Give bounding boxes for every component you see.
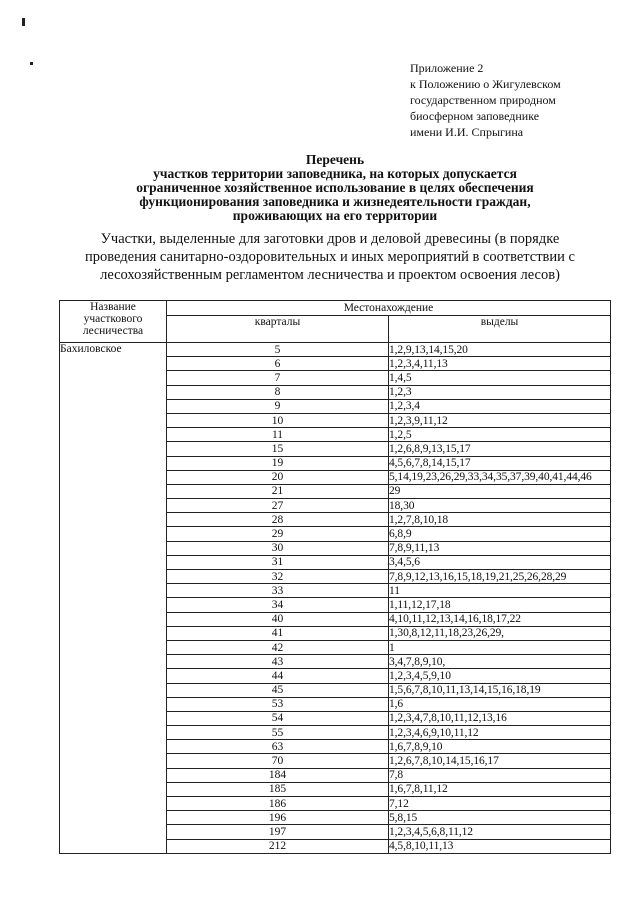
quarter-cell: 5 bbox=[167, 343, 389, 357]
title-line: проживающих на его территории bbox=[232, 208, 438, 223]
header-plots: выделы bbox=[389, 316, 611, 343]
quarter-cell: 41 bbox=[167, 626, 389, 640]
title-heading: Перечень bbox=[305, 152, 365, 167]
quarter-cell: 54 bbox=[167, 711, 389, 725]
quarter-cell: 55 bbox=[167, 726, 389, 740]
section-subtitle bbox=[50, 230, 610, 284]
quarter-cell: 184 bbox=[167, 768, 389, 782]
quarter-cell: 34 bbox=[167, 598, 389, 612]
plots-cell: 1 bbox=[389, 640, 611, 654]
plots-cell: 1,11,12,17,18 bbox=[389, 598, 611, 612]
plots-cell: 1,2,3 bbox=[389, 385, 611, 399]
quarter-cell: 185 bbox=[167, 782, 389, 796]
plots-cell: 1,2,5 bbox=[389, 428, 611, 442]
plots-cell: 7,8,9,11,13 bbox=[389, 541, 611, 555]
quarter-cell: 40 bbox=[167, 612, 389, 626]
quarter-cell: 20 bbox=[167, 470, 389, 484]
header-forestry-name: Название участкового лесничества bbox=[60, 301, 167, 343]
plots-cell: 1,2,7,8,10,18 bbox=[389, 513, 611, 527]
plots-cell: 1,2,3,4 bbox=[389, 399, 611, 413]
table-row bbox=[60, 343, 611, 357]
plots-cell: 18,30 bbox=[389, 499, 611, 513]
plots-cell: 1,2,6,8,9,13,15,17 bbox=[389, 442, 611, 456]
plots-cell: 4,10,11,12,13,14,16,18,17,22 bbox=[389, 612, 611, 626]
quarter-cell: 11 bbox=[167, 428, 389, 442]
plots-cell: 29 bbox=[389, 484, 611, 498]
scan-mark bbox=[22, 18, 25, 26]
quarter-cell: 70 bbox=[167, 754, 389, 768]
appendix-line: Приложение 2 bbox=[410, 61, 484, 75]
subtitle-line: лесохозяйственным регламентом лесничества и проектом освоения лесов) bbox=[100, 267, 560, 283]
appendix-line: биосферном заповеднике bbox=[410, 109, 540, 123]
plots-cell: 7,8,9,12,13,16,15,18,19,21,25,26,28,29 bbox=[389, 570, 611, 584]
plots-cell: 6,8,9 bbox=[389, 527, 611, 541]
quarter-cell: 186 bbox=[167, 797, 389, 811]
plots-cell: 1,6,7,8,11,12 bbox=[389, 782, 611, 796]
quarter-cell: 6 bbox=[167, 357, 389, 371]
plots-cell: 1,2,3,9,11,12 bbox=[389, 413, 611, 427]
plots-cell: 1,2,3,4,7,8,10,11,12,13,16 bbox=[389, 711, 611, 725]
appendix-line: государственном природном bbox=[410, 93, 556, 107]
quarter-cell: 33 bbox=[167, 584, 389, 598]
quarter-cell: 15 bbox=[167, 442, 389, 456]
plots-cell: 7,12 bbox=[389, 797, 611, 811]
quarter-cell: 43 bbox=[167, 655, 389, 669]
appendix-line: имени И.И. Спрыгина bbox=[410, 125, 524, 139]
quarter-cell: 10 bbox=[167, 413, 389, 427]
plots-table bbox=[59, 300, 611, 854]
plots-cell: 4,5,6,7,8,14,15,17 bbox=[389, 456, 611, 470]
quarter-cell: 27 bbox=[167, 499, 389, 513]
quarter-cell: 9 bbox=[167, 399, 389, 413]
title-line: ограниченное хозяйственное использование в целях обеспечения bbox=[136, 180, 534, 195]
table-body bbox=[60, 343, 611, 854]
quarter-cell: 31 bbox=[167, 555, 389, 569]
subtitle-line: проведения санитарно-оздоровительных и иных мероприятий в соответствии с bbox=[85, 249, 575, 265]
quarter-cell: 8 bbox=[167, 385, 389, 399]
appendix-note bbox=[410, 60, 620, 140]
document-title bbox=[60, 153, 610, 223]
scan-mark bbox=[30, 62, 33, 65]
plots-cell: 1,4,5 bbox=[389, 371, 611, 385]
quarter-cell: 44 bbox=[167, 669, 389, 683]
plots-cell: 1,6,7,8,9,10 bbox=[389, 740, 611, 754]
quarter-cell: 63 bbox=[167, 740, 389, 754]
plots-cell: 1,2,6,7,8,10,14,15,16,17 bbox=[389, 754, 611, 768]
appendix-line: к Положению о Жигулевском bbox=[410, 77, 561, 91]
quarter-cell: 42 bbox=[167, 640, 389, 654]
quarter-cell: 196 bbox=[167, 811, 389, 825]
title-line: участков территории заповедника, на которых допускается bbox=[153, 166, 517, 181]
plots-cell: 5,14,19,23,26,29,33,34,35,37,39,40,41,44,46 bbox=[389, 470, 611, 484]
forestry-name-cell: Бахиловское bbox=[60, 343, 167, 854]
plots-cell: 1,2,3,4,11,13 bbox=[389, 357, 611, 371]
plots-cell: 4,5,8,10,11,13 bbox=[389, 839, 611, 853]
quarter-cell: 29 bbox=[167, 527, 389, 541]
quarter-cell: 21 bbox=[167, 484, 389, 498]
plots-cell: 1,2,3,4,6,9,10,11,12 bbox=[389, 726, 611, 740]
header-quarters: кварталы bbox=[167, 316, 389, 343]
plots-cell: 7,8 bbox=[389, 768, 611, 782]
plots-cell: 1,2,3,4,5,6,8,11,12 bbox=[389, 825, 611, 839]
quarter-cell: 45 bbox=[167, 683, 389, 697]
plots-cell: 1,30,8,12,11,18,23,26,29, bbox=[389, 626, 611, 640]
quarter-cell: 7 bbox=[167, 371, 389, 385]
plots-cell: 1,2,3,4,5,9,10 bbox=[389, 669, 611, 683]
quarter-cell: 212 bbox=[167, 839, 389, 853]
subtitle-line: Участки, выделенные для заготовки дров и деловой древесины (в порядке bbox=[100, 231, 560, 247]
header-location: Местонахождение bbox=[167, 301, 611, 316]
quarter-cell: 30 bbox=[167, 541, 389, 555]
quarter-cell: 197 bbox=[167, 825, 389, 839]
plots-cell: 3,4,7,8,9,10, bbox=[389, 655, 611, 669]
quarter-cell: 19 bbox=[167, 456, 389, 470]
quarter-cell: 32 bbox=[167, 570, 389, 584]
plots-cell: 1,2,9,13,14,15,20 bbox=[389, 343, 611, 357]
plots-cell: 1,6 bbox=[389, 697, 611, 711]
plots-cell: 1,5,6,7,8,10,11,13,14,15,16,18,19 bbox=[389, 683, 611, 697]
quarter-cell: 53 bbox=[167, 697, 389, 711]
plots-cell: 11 bbox=[389, 584, 611, 598]
title-line: функционирования заповедника и жизнедеятельности граждан, bbox=[139, 194, 531, 209]
quarter-cell: 28 bbox=[167, 513, 389, 527]
plots-cell: 5,8,15 bbox=[389, 811, 611, 825]
plots-cell: 3,4,5,6 bbox=[389, 555, 611, 569]
